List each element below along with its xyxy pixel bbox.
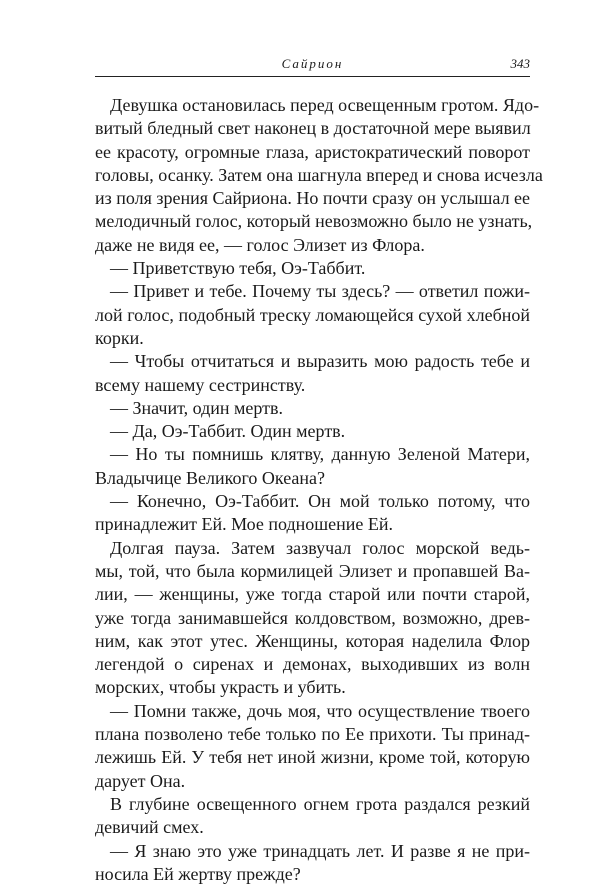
text-line: лежишь Ей. У тебя нет иной жизни, кроме той, которую (95, 746, 530, 769)
body-text (95, 94, 530, 886)
text-line: мы, той, что была кормилицей Элизет и пропавшей Ва- (95, 560, 530, 583)
text-line: — Я знаю это уже тринадцать лет. И разве я не при- (95, 840, 530, 863)
text-line: Долгая пауза. Затем зазвучал голос морской ведь- (95, 537, 530, 560)
text-line: головы, осанку. Затем она шагнула вперед и снова исчезла (95, 164, 530, 187)
paragraph (95, 350, 530, 397)
text-line: легендой о сиренах и демонах, выходивших из волн (95, 653, 530, 676)
running-head (95, 56, 530, 77)
paragraph (95, 397, 530, 420)
text-line: плана позволено тебе только по Ее прихоти. Ты принад- (95, 723, 530, 746)
text-line: — Чтобы отчитаться и выразить мою радость тебе и (95, 350, 530, 373)
paragraph (95, 280, 530, 350)
paragraph (95, 443, 530, 490)
text-line: даже не видя ее, — голос Элизет из Флора. (95, 234, 530, 257)
paragraph (95, 793, 530, 840)
text-line: — Помни также, дочь моя, что осуществление твоего (95, 700, 530, 723)
text-line: девичий смех. (95, 816, 530, 839)
text-line: из поля зрения Сайриона. Но почти сразу он услышал ее (95, 187, 530, 210)
text-line: — Да, Оэ-Таббит. Один мертв. (95, 420, 530, 443)
text-line: — Конечно, Оэ-Таббит. Он мой только потому, что (95, 490, 530, 513)
text-line: ее красоту, огромные глаза, аристократический поворот (95, 141, 530, 164)
text-line: дарует Она. (95, 770, 530, 793)
text-line: лой голос, подобный треску ломающейся сухой хлебной (95, 304, 530, 327)
text-line: В глубине освещенного огнем грота раздался резкий (95, 793, 530, 816)
text-line: витый бледный свет наконец в достаточной мере выявил (95, 117, 530, 140)
text-line: морских, чтобы украсть и убить. (95, 676, 530, 699)
paragraph (95, 257, 530, 280)
running-title: Сайрион (95, 56, 530, 72)
text-line: уже тогда занимавшейся колдовством, возможно, древ- (95, 607, 530, 630)
text-line: всему нашему сестринству. (95, 374, 530, 397)
paragraph (95, 94, 530, 257)
text-line: носила Ей жертву прежде? (95, 863, 530, 886)
text-line: мелодичный голос, который невозможно было не узнать, (95, 210, 530, 233)
text-line: — Приветствую тебя, Оэ-Таббит. (95, 257, 530, 280)
paragraph (95, 840, 530, 886)
text-line: корки. (95, 327, 530, 350)
text-line: Владычице Великого Океана? (95, 467, 530, 490)
text-line: Девушка остановилась перед освещенным гротом. Ядо- (95, 94, 530, 117)
paragraph (95, 490, 530, 537)
text-line: принадлежит Ей. Мое подношение Ей. (95, 513, 530, 536)
page-number: 343 (511, 56, 531, 72)
paragraph (95, 700, 530, 793)
text-line: ним, как этот утес. Женщины, которая наделила Флор (95, 630, 530, 653)
paragraph (95, 537, 530, 700)
text-line: — Но ты помнишь клятву, данную Зеленой Матери, (95, 443, 530, 466)
text-line: лии, — женщины, уже тогда старой или почти старой, (95, 583, 530, 606)
text-line: — Значит, один мертв. (95, 397, 530, 420)
text-line: — Привет и тебе. Почему ты здесь? — ответил пожи- (95, 280, 530, 303)
paragraph (95, 420, 530, 443)
